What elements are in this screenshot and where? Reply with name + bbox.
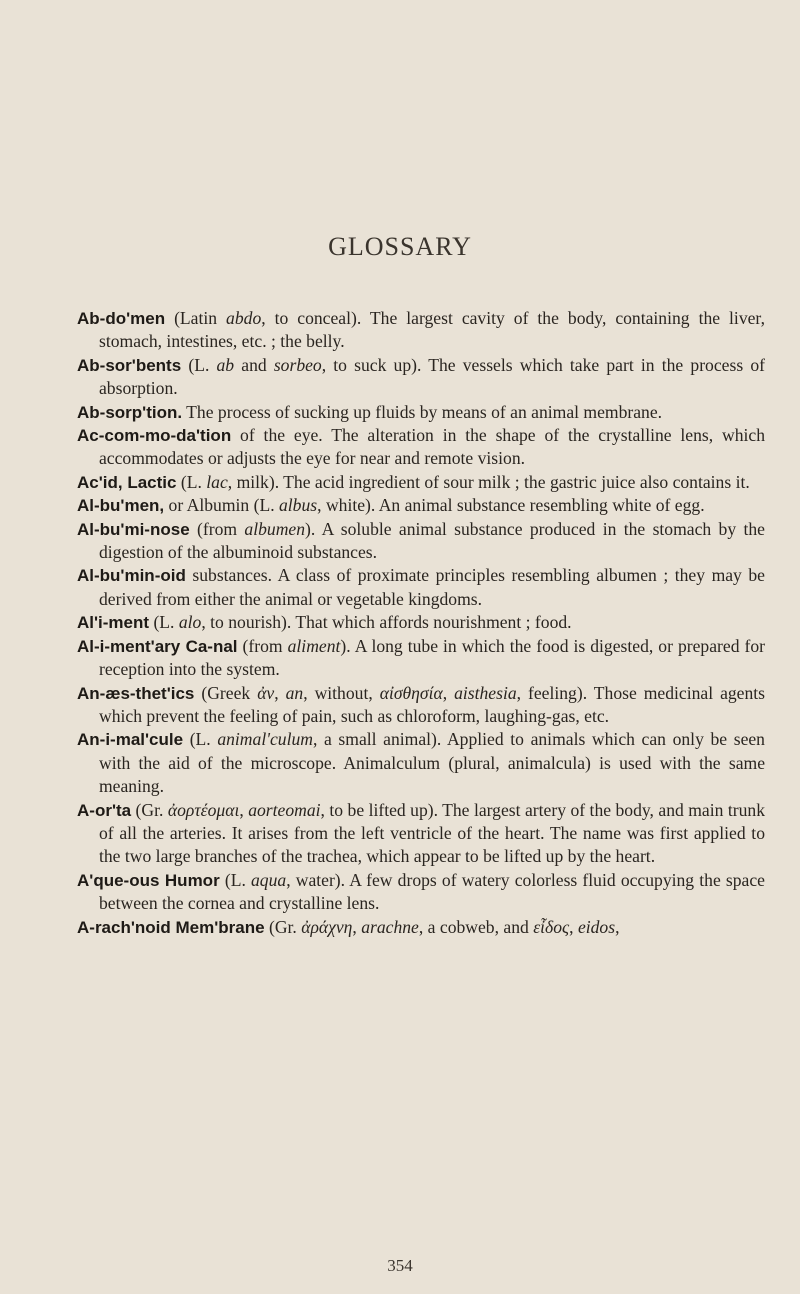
entry-text: , — [569, 916, 578, 937]
entry-text: , without, — [303, 682, 380, 703]
entry-headword: An-æs-thet'ics — [77, 683, 195, 703]
entry-headword: A'que-ous Humor — [77, 870, 220, 890]
entry-italic-term: ἀν — [257, 682, 275, 703]
page-number: 354 — [387, 1256, 413, 1275]
glossary-entry — [77, 471, 765, 494]
entry-text: , a cobweb, and — [418, 916, 534, 937]
glossary-entry — [77, 728, 765, 798]
entry-text: (L. — [219, 869, 251, 890]
entry-text: , a small animal). Applied to animals which can only be seen with the aid of the microscope. Animalculum (plural, animalcula) is used with the same meaning. — [99, 729, 765, 797]
page-title: GLOSSARY — [328, 232, 472, 261]
entry-headword: A-or'ta — [77, 800, 132, 820]
entry-italic-term: εἶδος — [533, 916, 570, 937]
entry-text: of the eye. The alteration in the shape of the crystalline lens, which accommodates or adjusts the eye for near and remote vision. — [99, 425, 765, 469]
entry-italic-term: ἀορτέομαι — [167, 799, 240, 820]
glossary-entry — [77, 916, 765, 939]
entry-italic-term: aisthesia — [454, 682, 517, 703]
entry-headword: A-rach'noid Mem'brane — [77, 917, 265, 937]
glossary-entry — [77, 869, 765, 916]
entry-italic-term: ab — [216, 354, 235, 375]
entry-italic-term: sorbeo — [273, 354, 322, 375]
entry-text: (L. — [183, 729, 218, 750]
entry-headword: Al-i-ment'ary Ca-nal — [77, 636, 238, 656]
entry-text: ). A long tube in which the food is digested, or prepared for reception into the system. — [99, 635, 766, 680]
entry-italic-term: lac — [206, 471, 228, 492]
entry-text: , — [274, 682, 286, 703]
entry-headword: Ac-com-mo-da'tion — [77, 426, 232, 446]
entry-text: , milk). The acid ingredient of sour milk ; the gastric juice also contains it. — [227, 471, 750, 492]
entry-text: (Gr. — [264, 916, 302, 937]
entry-text: ). A soluble animal substance produced in the stomach by the digestion of the albuminoid substances. — [99, 518, 765, 563]
entry-text: or Albumin (L. — [164, 495, 279, 516]
entry-text: , — [239, 799, 249, 820]
entry-italic-term: eidos — [577, 916, 616, 937]
entry-text: (L. — [176, 471, 207, 492]
entry-text: (Greek — [194, 682, 258, 703]
glossary-entry — [77, 611, 765, 634]
glossary-entries — [77, 307, 765, 939]
glossary-entry — [77, 424, 765, 471]
entry-italic-term: arachne — [361, 916, 419, 937]
entry-italic-term: aliment — [287, 635, 341, 656]
entry-italic-term: an — [285, 682, 304, 703]
entry-italic-term: albus — [279, 495, 318, 516]
glossary-entry — [77, 518, 765, 565]
entry-text: and — [234, 354, 274, 375]
entry-italic-term: αἰσθησία — [379, 682, 443, 703]
entry-italic-term: albumen — [244, 518, 306, 539]
entry-italic-term: ἀράχνη — [301, 916, 353, 937]
glossary-entry — [77, 682, 765, 729]
entry-text: substances. A class of proximate principles resembling albumen ; they may be derived from either the animal or vegetable kingdoms. — [99, 565, 765, 609]
glossary-entry — [77, 401, 765, 424]
glossary-entry — [77, 635, 765, 682]
entry-italic-term: animal'culum — [217, 729, 313, 750]
entry-text: , — [615, 916, 620, 937]
entry-headword: Ab-do'men — [77, 309, 166, 328]
entry-text: , — [352, 916, 362, 937]
entry-text: , to conceal). The largest cavity of the body, containing the liver, stomach, intestines, etc. ; the belly. — [99, 308, 765, 352]
entry-text: , to suck up). The vessels which take part in the process of absorption. — [99, 354, 765, 399]
glossary-entry — [77, 307, 765, 354]
entry-headword: Al-bu'men, — [77, 496, 165, 516]
entry-headword: Al-bu'mi-nose — [77, 519, 190, 539]
entry-headword: Ab-sorp'tion. — [77, 402, 183, 422]
entry-italic-term: abdo — [226, 308, 262, 328]
entry-text: , feeling). Those medicinal agents which prevent the feeling of pain, such as chloroform, laughing-gas, etc. — [99, 682, 766, 726]
entry-text: (from — [237, 635, 288, 656]
entry-italic-term: aorteomai — [248, 799, 321, 820]
entry-italic-term: alo — [178, 612, 202, 633]
entry-headword: Ab-sor'bents — [77, 355, 182, 375]
entry-headword: Al-bu'min-oid — [77, 566, 186, 586]
entry-text: The process of sucking up fluids by means of an animal membrane. — [182, 401, 663, 422]
entry-text: , to nourish). That which affords nourishment ; food. — [201, 612, 572, 633]
entry-headword: Al'i-ment — [77, 613, 150, 633]
glossary-entry — [77, 799, 765, 869]
entry-italic-term: aqua — [251, 869, 287, 890]
entry-text: (L. — [149, 612, 179, 633]
entry-text: (Gr. — [131, 799, 168, 820]
glossary-entry — [77, 494, 765, 517]
glossary-entry — [77, 564, 765, 611]
entry-headword: Ac'id, Lactic — [77, 472, 177, 492]
entry-text: (L. — [181, 354, 217, 375]
entry-text: , water). A few drops of watery colorless fluid occupying the space between the cornea and crystalline lens. — [99, 869, 765, 914]
entry-text: , white). An animal substance resembling white of egg. — [317, 495, 705, 516]
entry-text: , — [442, 682, 455, 703]
entry-text: (Latin — [165, 308, 227, 328]
entry-text: (from — [189, 518, 245, 539]
entry-headword: An-i-mal'cule — [77, 730, 184, 750]
entry-text: , to be lifted up). The largest artery of the body, and main trunk of all the arteries. It arises from the left ventricle of the heart. The name was first applied to the two large branches of the trachea, which appear to be lifted up by the heart. — [99, 799, 766, 867]
glossary-entry — [77, 354, 765, 401]
